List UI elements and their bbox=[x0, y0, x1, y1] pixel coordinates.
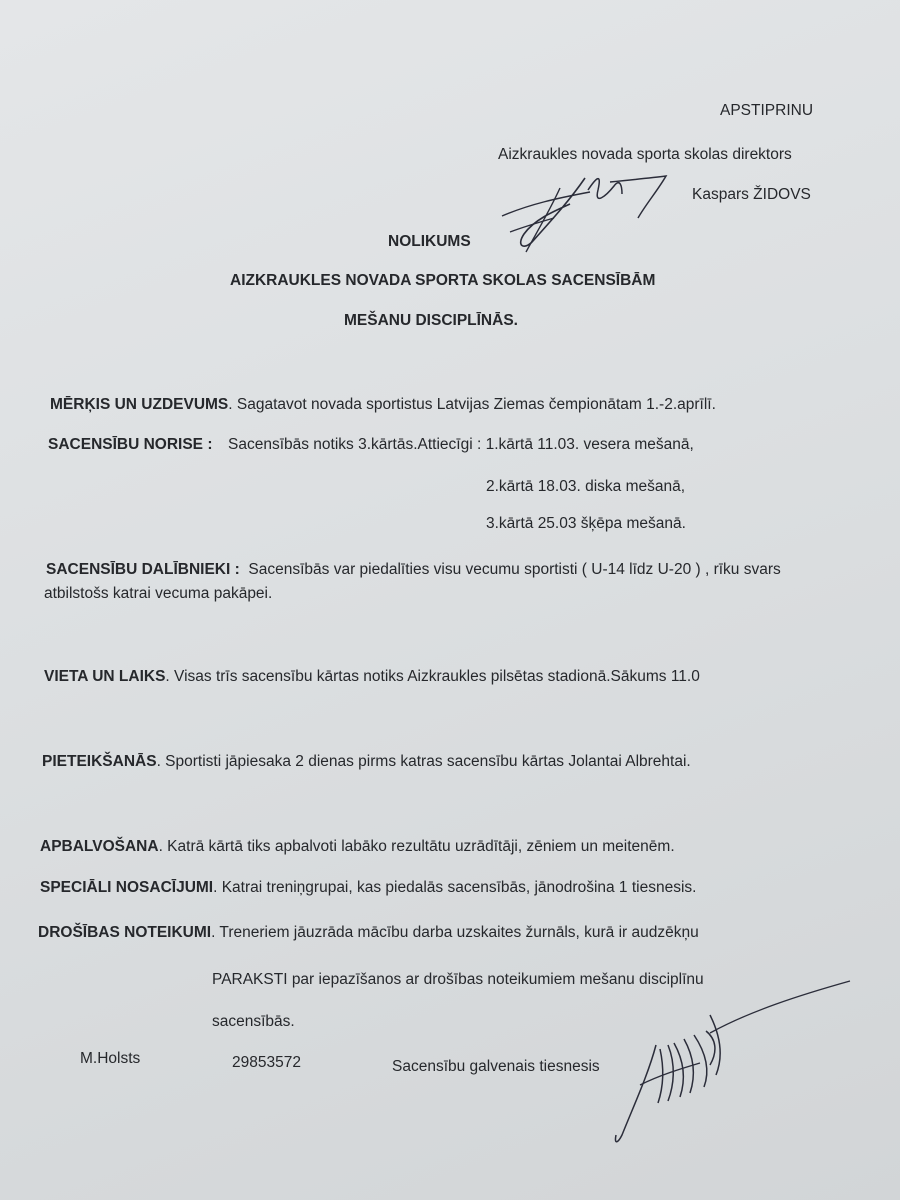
section-safety-text-3: sacensībās. bbox=[212, 1013, 295, 1030]
approval-position: Aizkraukles novada sporta skolas direktors bbox=[498, 146, 792, 163]
section-special-text: . Katrai treniņgrupai, kas piedalās sacensībās, jānodrošina 1 tiesnesis. bbox=[213, 879, 697, 896]
section-special-label: SPECIĀLI NOSACĪJUMI bbox=[40, 879, 214, 896]
section-awards bbox=[40, 838, 675, 856]
section-goal-label: MĒRĶIS UN UZDEVUMS bbox=[50, 396, 229, 413]
section-registration-label: PIETEIKŠANĀS bbox=[42, 753, 157, 770]
section-participants bbox=[46, 561, 781, 579]
section-schedule-text: Sacensībās notiks 3.kārtās.Attiecīgi : 1.kārtā 11.03. vesera mešanā, bbox=[228, 436, 694, 453]
section-registration bbox=[42, 753, 691, 771]
doc-subtitle: AIZKRAUKLES NOVADA SPORTA SKOLAS SACENSĪBĀM bbox=[230, 272, 656, 289]
footer-role: Sacensību galvenais tiesnesis bbox=[392, 1058, 600, 1075]
doc-subtitle-2: MEŠANU DISCIPLĪNĀS. bbox=[344, 312, 518, 329]
judge-signature bbox=[560, 975, 860, 1155]
section-registration-text: . Sportisti jāpiesaka 2 dienas pirms katras sacensību kārtas Jolantai Albrehtai. bbox=[156, 753, 691, 770]
section-goal bbox=[50, 396, 716, 414]
section-safety-label: DROŠĪBAS NOTEIKUMI bbox=[38, 924, 212, 941]
footer-phone: 29853572 bbox=[232, 1054, 301, 1071]
schedule-round-2: 2.kārtā 18.03. diska mešanā, bbox=[486, 478, 686, 495]
section-safety-text: . Treneriem jāuzrāda mācību darba uzskaites žurnāls, kurā ir audzēkņu bbox=[211, 924, 699, 941]
approval-heading: APSTIPRINU bbox=[720, 102, 814, 119]
doc-title: NOLIKUMS bbox=[388, 233, 471, 250]
section-schedule-label: SACENSĪBU NORISE : bbox=[48, 436, 213, 453]
section-venue-label: VIETA UN LAIKS bbox=[44, 668, 166, 685]
section-awards-label: APBALVOŠANA bbox=[40, 838, 159, 855]
section-participants-text: Sacensībās var piedalīties visu vecumu sportisti ( U-14 līdz U-20 ) , rīku svars bbox=[248, 561, 781, 578]
section-special bbox=[40, 879, 696, 897]
schedule-round-3: 3.kārtā 25.03 šķēpa mešanā. bbox=[486, 515, 686, 532]
section-venue bbox=[44, 668, 700, 686]
approval-name: Kaspars ŽIDOVS bbox=[692, 186, 811, 203]
section-safety bbox=[38, 924, 699, 942]
section-awards-text: . Katrā kārtā tiks apbalvoti labāko rezultātu uzrādītāji, zēniem un meitenēm. bbox=[158, 838, 675, 855]
director-signature bbox=[490, 160, 680, 260]
section-participants-text-2: atbilstošs katrai vecuma pakāpei. bbox=[44, 585, 273, 602]
section-safety-text-2: PARAKSTI par iepazīšanos ar drošības noteikumiem mešanu disciplīnu bbox=[212, 971, 704, 988]
footer-name: M.Holsts bbox=[80, 1050, 141, 1067]
section-participants-label: SACENSĪBU DALĪBNIEKI : bbox=[46, 561, 240, 578]
section-venue-text: . Visas trīs sacensību kārtas notiks Aizkraukles pilsētas stadionā.Sākums 11.0 bbox=[165, 668, 700, 685]
section-goal-text: . Sagatavot novada sportistus Latvijas Ziemas čempionātam 1.-2.aprīlī. bbox=[228, 396, 716, 413]
